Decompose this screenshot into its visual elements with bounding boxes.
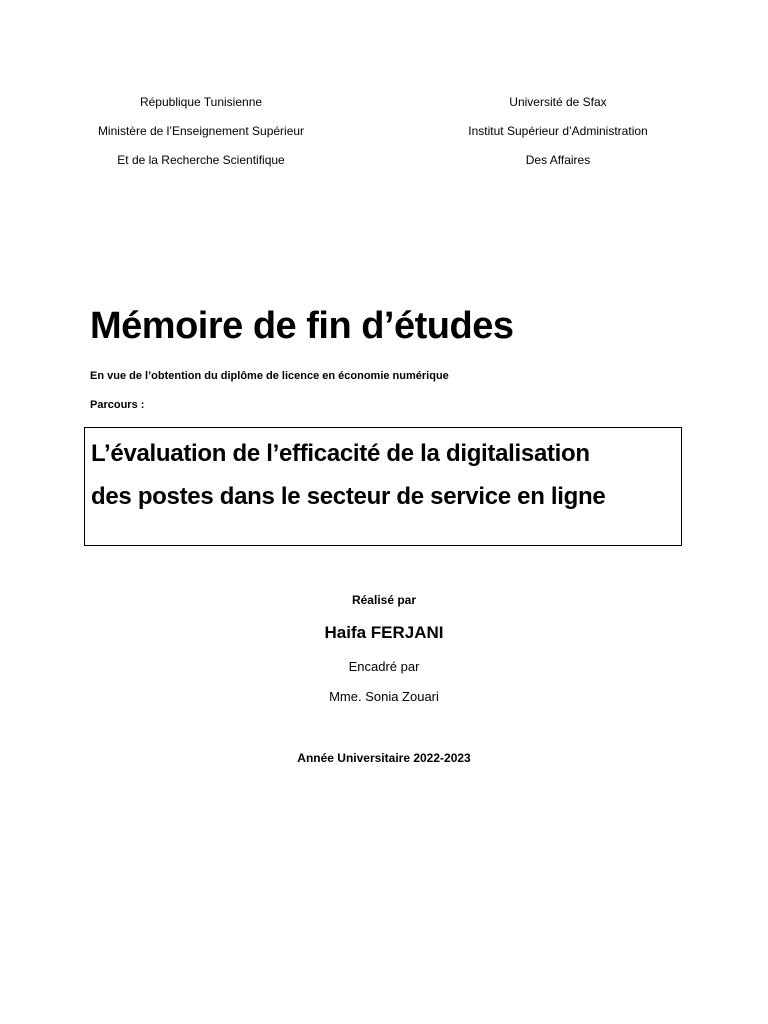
topic-box <box>84 427 682 546</box>
supervisor-name: Mme. Sonia Zouari <box>329 689 439 704</box>
author-name: Haifa FERJANI <box>324 623 444 642</box>
header-institute-cont: Des Affaires <box>525 153 591 167</box>
header-research: Et de la Recherche Scientifique <box>117 153 285 167</box>
header-university: Université de Sfax <box>509 95 607 109</box>
topic-line-1: L’évaluation de l’efficacité de la digitalisation <box>91 440 590 467</box>
document-title: Mémoire de fin d’études <box>90 305 514 347</box>
header-republic: République Tunisienne <box>139 95 263 109</box>
degree-subtitle: En vue de l’obtention du diplôme de licence en économie numérique <box>90 370 449 382</box>
academic-year: Année Universitaire 2022-2023 <box>297 751 471 765</box>
encadre-label: Encadré par <box>348 659 420 674</box>
topic-line-2: des postes dans le secteur de service en ligne <box>91 483 606 510</box>
realise-label: Réalisé par <box>351 593 417 607</box>
header-institute: Institut Supérieur d’Administration <box>468 124 648 138</box>
header-ministry: Ministère de l’Enseignement Supérieur <box>97 124 305 138</box>
parcours-label: Parcours : <box>90 399 145 411</box>
